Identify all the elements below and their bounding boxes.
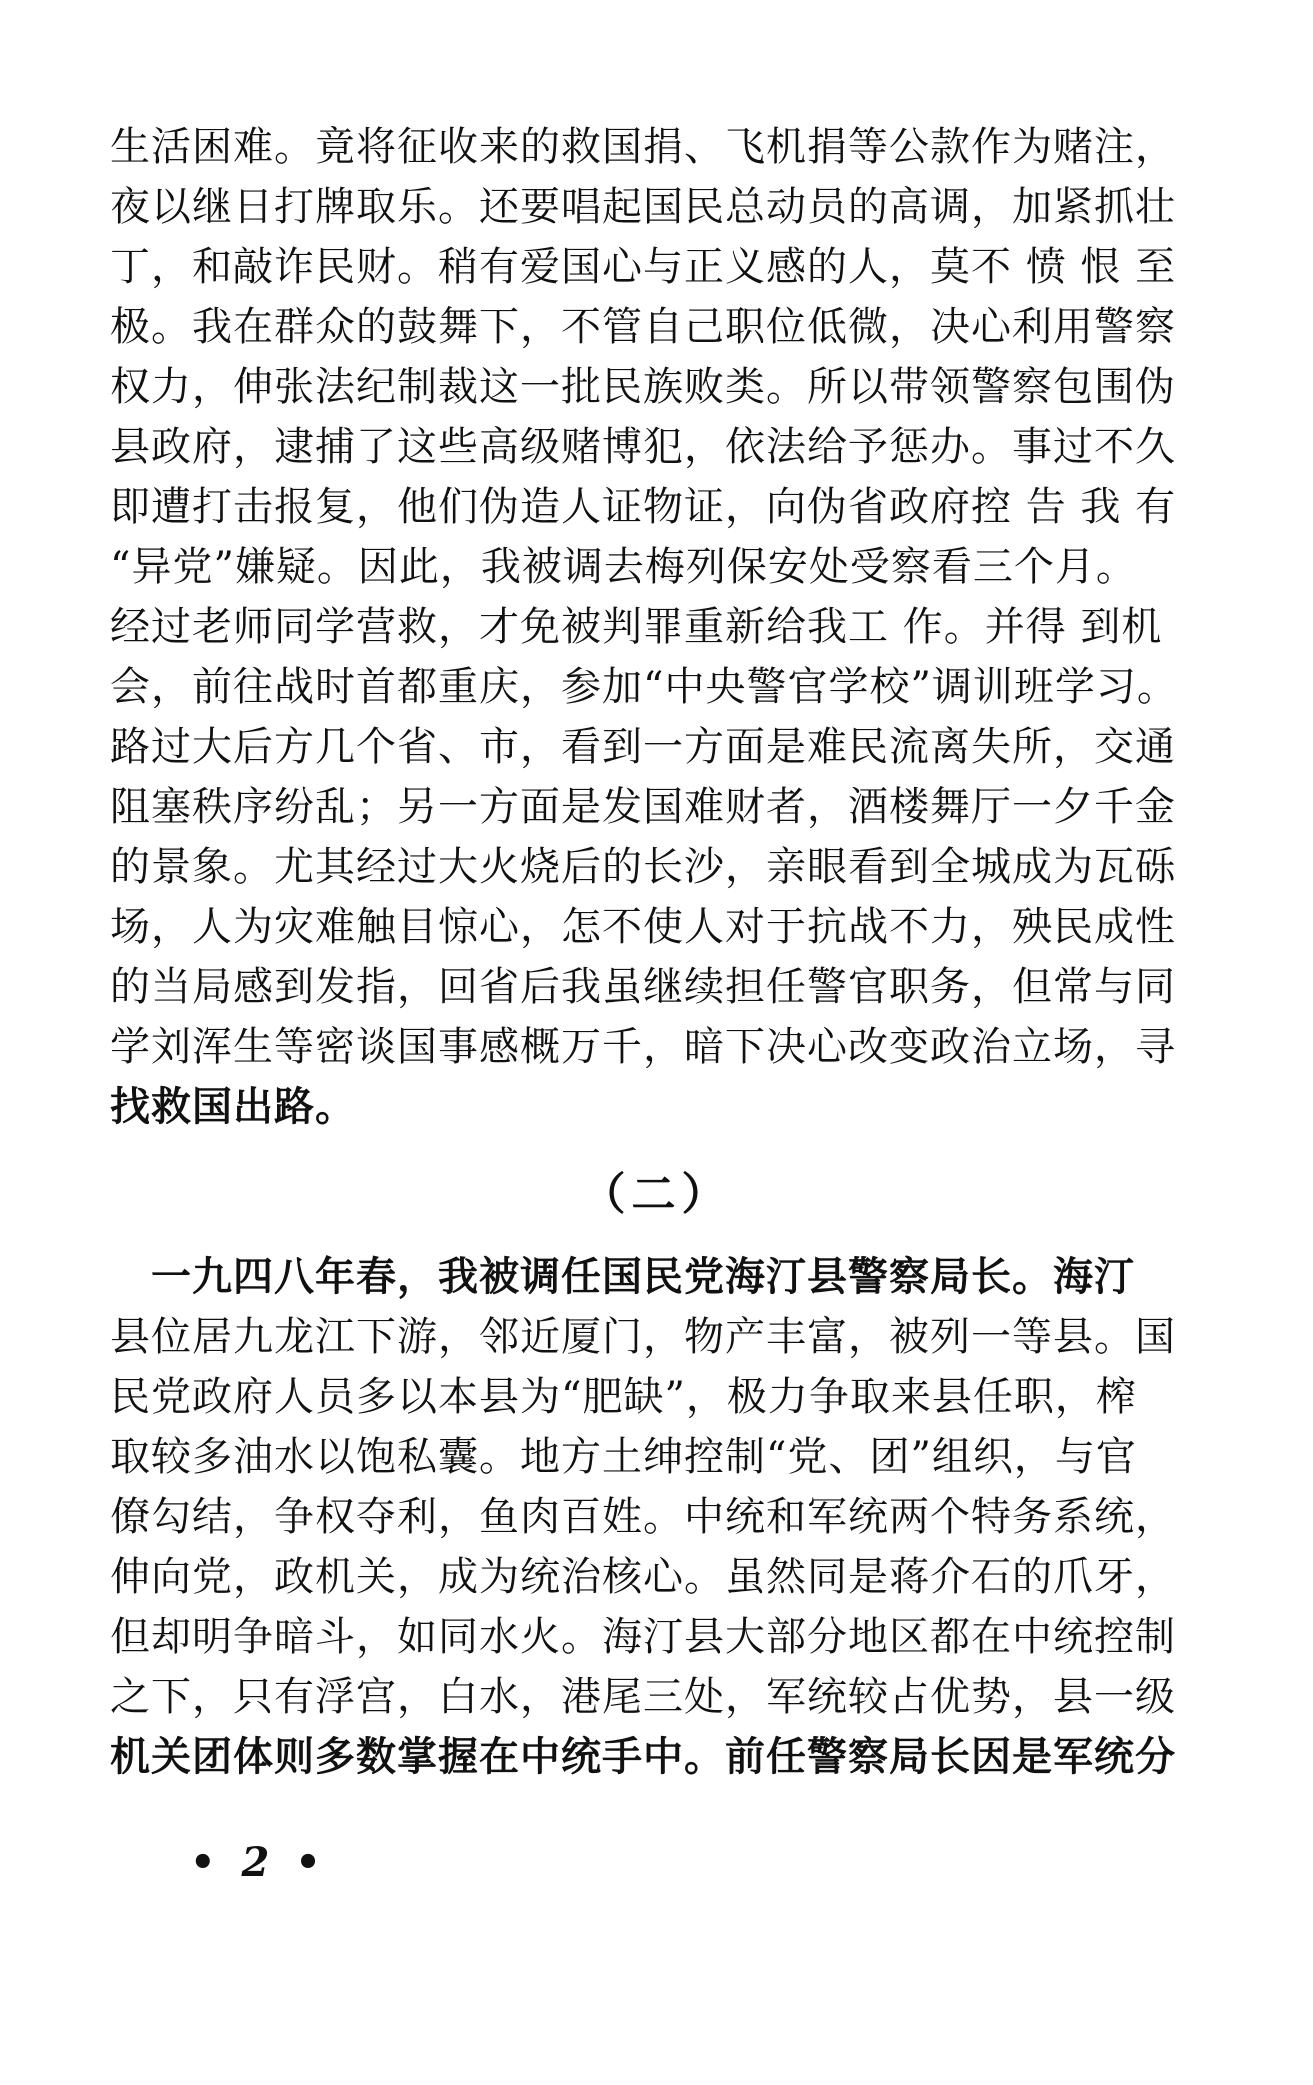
text-line: 僚勾结，争权夺利，鱼肉百姓。中统和军统两个特务系统， bbox=[110, 1494, 1176, 1540]
section-heading: （二） bbox=[581, 1169, 732, 1220]
text-line: “异党”嫌疑。因此，我被调去梅列保安处受察看三个月。 bbox=[110, 544, 1137, 590]
text-line: 夜以继日打牌取乐。还要唱起国民总动员的高调，加紧抓壮 bbox=[110, 184, 1176, 230]
text-line: 丁，和敲诈民财。稍有爱国心与正义感的人，莫不 愤 恨 至 bbox=[110, 244, 1177, 290]
text-line: 会，前往战时首都重庆，参加“中央警官学校”调训班学习。 bbox=[110, 664, 1178, 710]
text-line: 民党政府人员多以本县为“肥缺”，极力争取来县任职，榨 bbox=[110, 1374, 1137, 1420]
text-line: 的当局感到发指，回省后我虽继续担任警官职务，但常与同 bbox=[110, 964, 1176, 1010]
text-line: 极。我在群众的鼓舞下，不管自己职位低微，决心利用警察 bbox=[110, 304, 1176, 350]
page-number: • 2 • bbox=[190, 1839, 327, 1886]
text-line: 一九四八年春，我被调任国民党海汀县警察局长。海汀 bbox=[110, 1253, 1135, 1300]
text-line: 县政府，逮捕了这些高级赌博犯，依法给予惩办。事过不久 bbox=[110, 424, 1176, 470]
text-line: 找救国出路。 bbox=[110, 1083, 356, 1130]
text-line: 机关团体则多数掌握在中统手中。前任警察局长因是军统分 bbox=[110, 1733, 1176, 1780]
text-line: 的景象。尤其经过大火烧后的长沙，亲眼看到全城成为瓦砾 bbox=[110, 844, 1176, 890]
text-line: 阻塞秩序纷乱；另一方面是发国难财者，酒楼舞厅一夕千金 bbox=[110, 784, 1176, 830]
text-line: 之下，只有浮宫，白水，港尾三处，军统较占优势，县一级 bbox=[110, 1674, 1176, 1720]
text-line: 但却明争暗斗，如同水火。海汀县大部分地区都在中统控制 bbox=[110, 1614, 1176, 1660]
text-line: 县位居九龙江下游，邻近厦门，物产丰富，被列一等县。国 bbox=[110, 1314, 1176, 1360]
text-line: 即遭打击报复，他们伪造人证物证，向伪省政府控 告 我 有 bbox=[110, 484, 1177, 530]
text-line: 学刘浑生等密谈国事感概万千，暗下决心改变政治立场，寻 bbox=[110, 1024, 1176, 1070]
text-line: 生活困难。竟将征收来的救国捐、飞机捐等公款作为赌注， bbox=[110, 124, 1176, 170]
text-line: 经过老师同学营救，才免被判罪重新给我工 作。并得 到机 bbox=[110, 604, 1163, 650]
text-line: 路过大后方几个省、市，看到一方面是难民流离失所，交通 bbox=[110, 724, 1176, 770]
text-line: 场，人为灾难触目惊心，怎不使人对于抗战不力，殃民成性 bbox=[110, 904, 1176, 950]
text-line: 取较多油水以饱私囊。地方土绅控制“党、团”组织，与官 bbox=[110, 1434, 1137, 1480]
text-line: 伸向党，政机关，成为统治核心。虽然同是蒋介石的爪牙， bbox=[110, 1554, 1176, 1600]
text-line: 权力，伸张法纪制裁这一批民族败类。所以带领警察包围伪 bbox=[110, 364, 1176, 410]
